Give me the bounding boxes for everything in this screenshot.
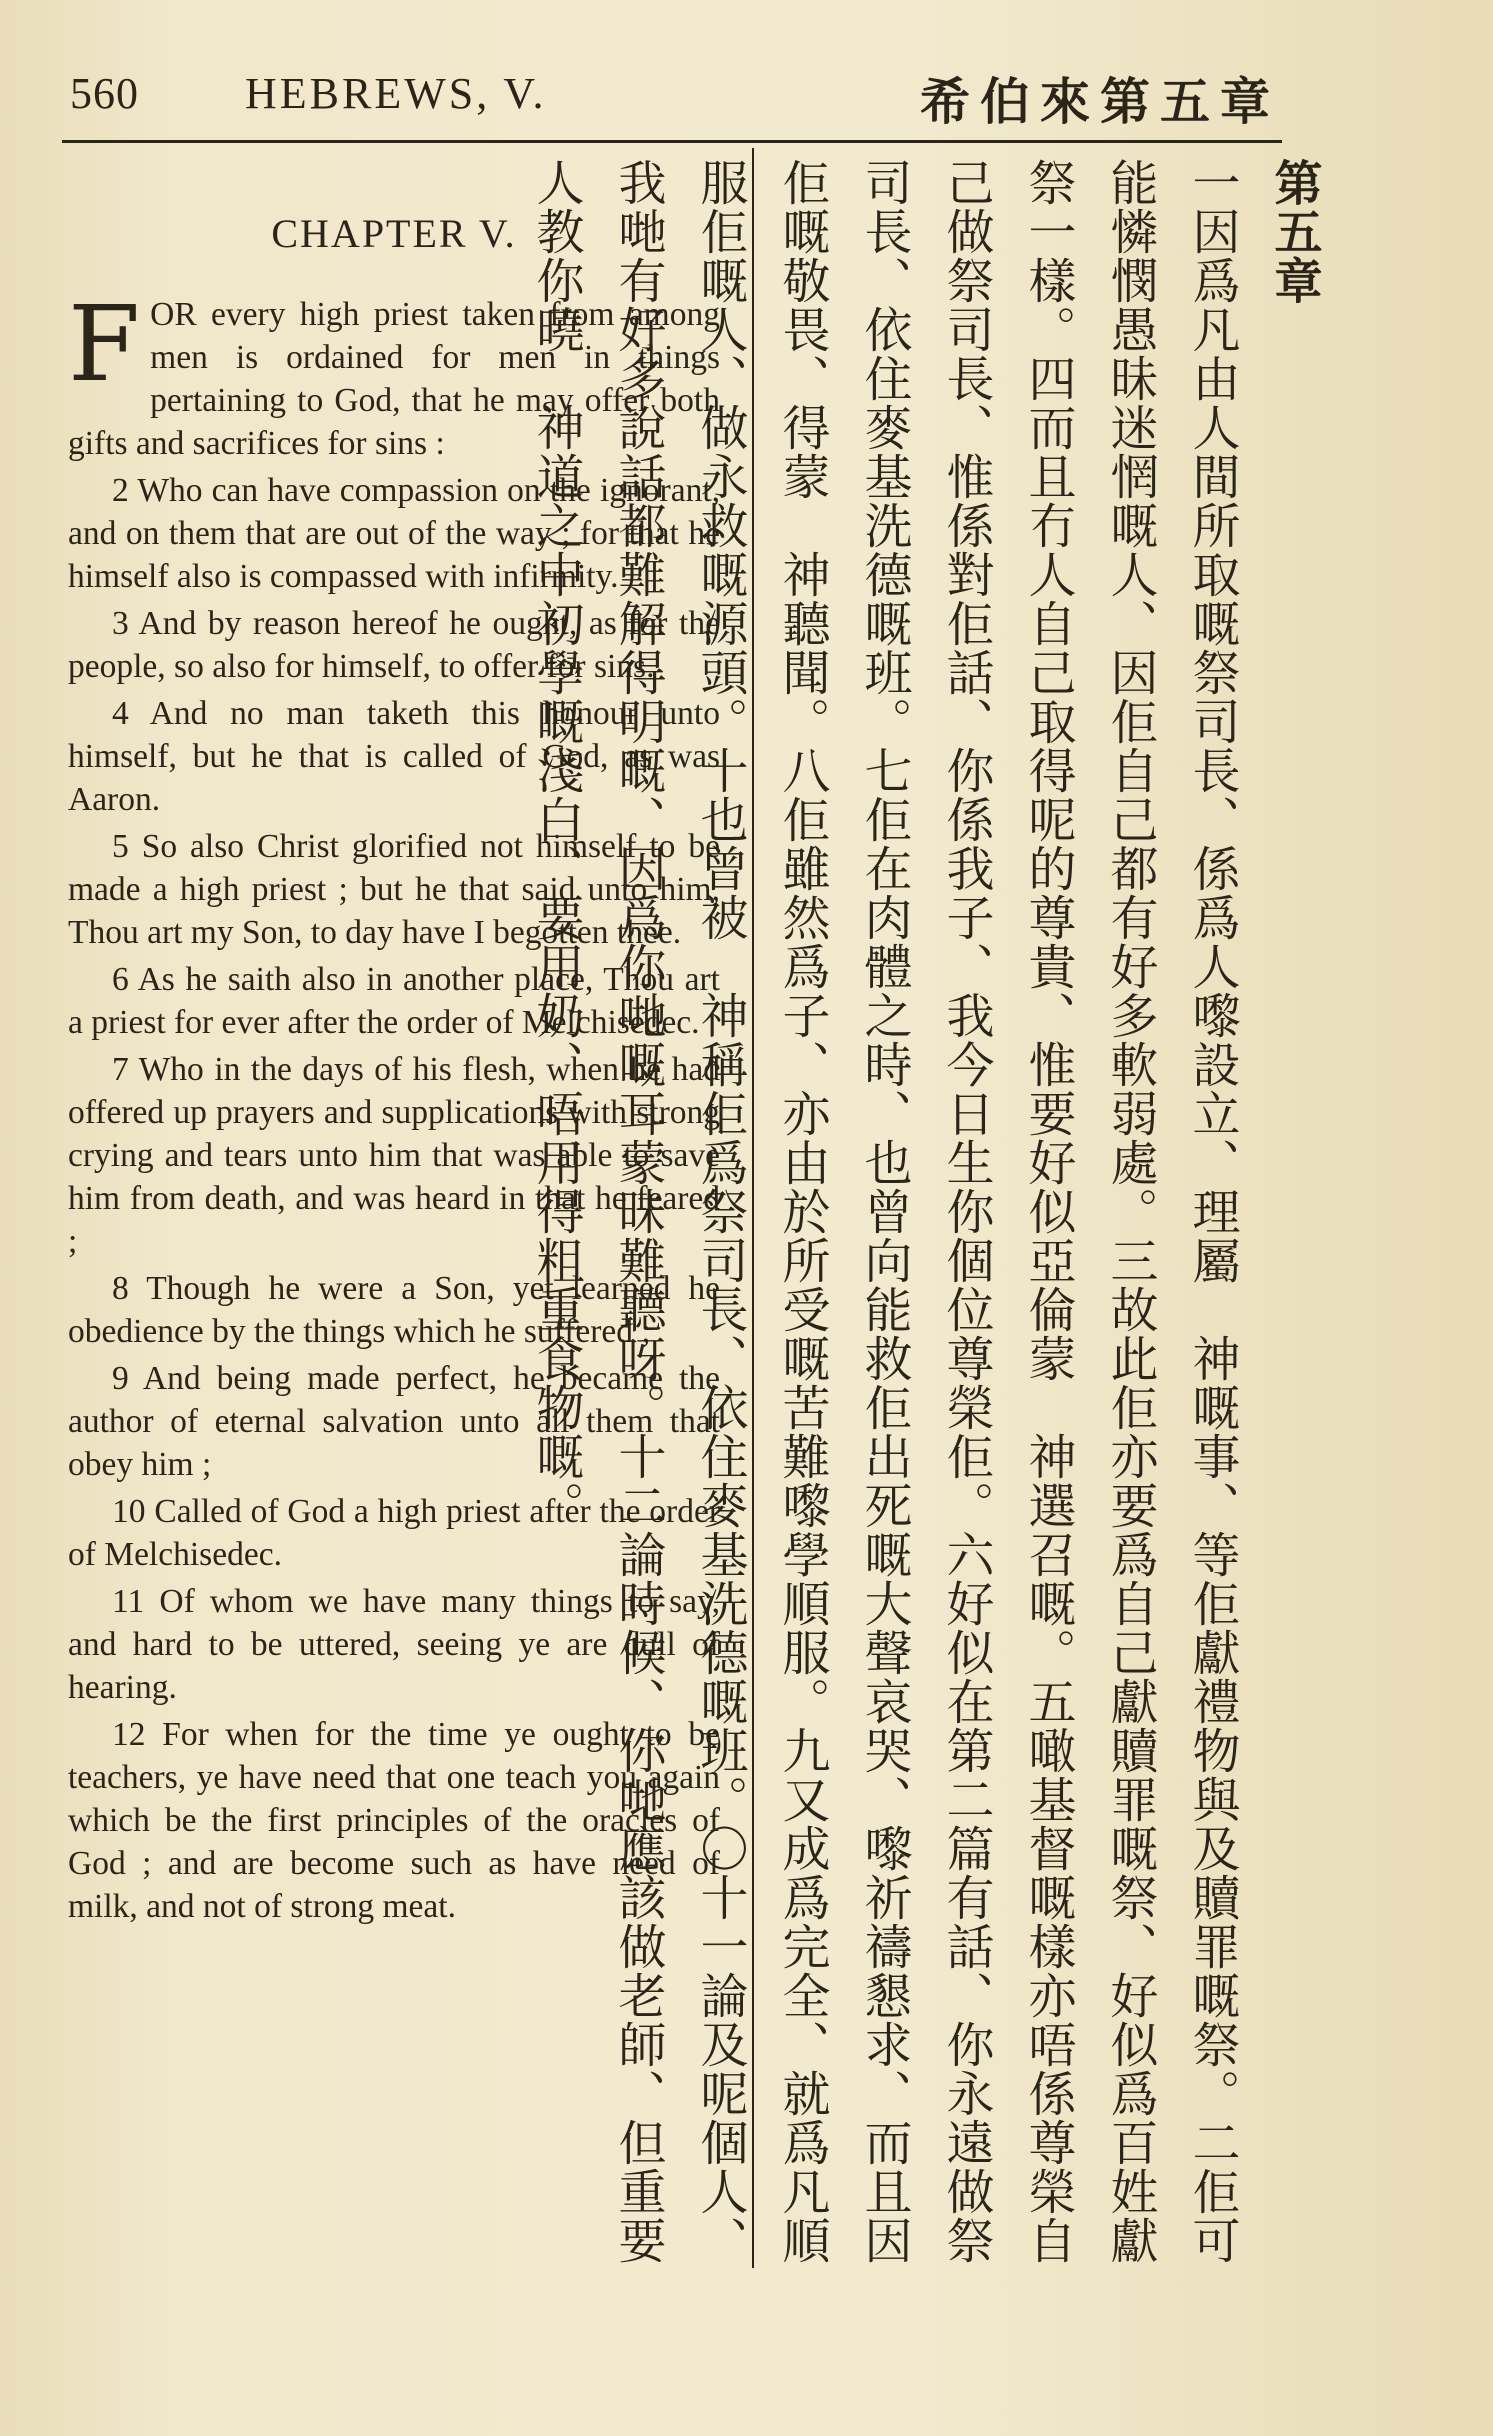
verse-5: 5 So also Christ glorified not himself to be made a high priest ; but he that said unto him, Thou art my Son, to day have I begotten thee. xyxy=(68,828,720,951)
verse-8: 8 Though he were a Son, yet learned he obedience by the things which he suffered ; xyxy=(68,1270,720,1350)
drop-cap: F xyxy=(68,283,141,405)
verse-2: 2 Who can have compassion on the ignorant, and on them that are out of the way ; for that he himself also is compassed with infirmity. xyxy=(68,472,720,595)
verse-6: 6 As he saith also in another place, Thou art a priest for ever after the order of Melchisedec. xyxy=(68,961,720,1041)
verse-10: 10 Called of God a high priest after the order of Melchisedec. xyxy=(68,1493,720,1573)
verse-12: 12 For when for the time ye ought to be teachers, ye have need that one teach you again which be the first principles of the oracles of God ; and are become such as have need of milk, and not of strong meat. xyxy=(68,1716,720,1925)
chinese-column xyxy=(528,158,1335,2288)
verse-7: 7 Who in the days of his flesh, when he had offered up prayers and supplications with strong crying and tears unto him that was able to save him from death, and was heard in that he feared ; xyxy=(68,1051,720,1260)
header-rule xyxy=(62,140,1282,143)
chinese-running-title: 希伯來第五章 xyxy=(920,73,1280,131)
verse-4: 4 And no man taketh this honour unto himself, but he that is called of God, as was Aaron. xyxy=(68,695,720,818)
chinese-text: 一因爲凡由人間所取嘅祭司長、係爲人嚟設立、理屬 神嘅事、等佢獻禮物與及贖罪嘅祭。二佢可能憐憫愚昧迷惘嘅人、因佢自己都有好多軟弱處。三故此佢亦要爲自己獻贖罪嘅祭、好似爲百姓獻祭一樣。四而且冇人自己取得呢的尊貴、惟要好似亞倫蒙 神選召嘅。五噉基督嘅樣亦唔係尊榮自己做祭司長、惟係對佢話、你係我子、我今日生你個位尊榮佢。六好似在第二篇有話、你永遠做祭司長、依住麥基洗德嘅班。七佢在肉體之時、也曾向能救佢出死嘅大聲哀哭、嚟祈禱懇求、而且因佢嘅敬畏、得蒙 神聽聞。八佢雖然爲子、亦由於所受嘅苦難嚟學順服。九又成爲完全、就爲凡順服佢嘅人、做永救嘅源頭。十也曾被 神稱佢爲祭司長、依住麥基洗德嘅班。〇十一論及呢個人、我哋有好多說話都難解得明嘅、因爲你哋嘅耳蒙昧難聽呀。十二論時候、你哋應該做老師、但重要人教你曉 神道之中初學嘅淺白、要用奶、唔用得粗重食物嘅。 xyxy=(528,158,1240,2265)
page-header xyxy=(70,60,1280,130)
chapter-heading: CHAPTER V. xyxy=(271,211,517,256)
page-number: 560 xyxy=(70,69,139,118)
chinese-chapter-heading: 第五章 xyxy=(1266,158,1322,305)
verse-1-text: OR every high priest taken from among men is ordained for men in things pertaining to God, that he may offer both gifts and sacrifices for sins : xyxy=(68,296,720,462)
verse-3: 3 And by reason hereof he ought, as for the people, so also for himself, to offer for sins. xyxy=(68,605,720,685)
verse-9: 9 And being made perfect, he became the author of eternal salvation unto all them that obey him ; xyxy=(68,1360,720,1483)
verse-11: 11 Of whom we have many things to say, and hard to be uttered, seeing ye are dull of hearing. xyxy=(68,1583,720,1706)
running-title: HEBREWS, V. xyxy=(245,69,547,118)
